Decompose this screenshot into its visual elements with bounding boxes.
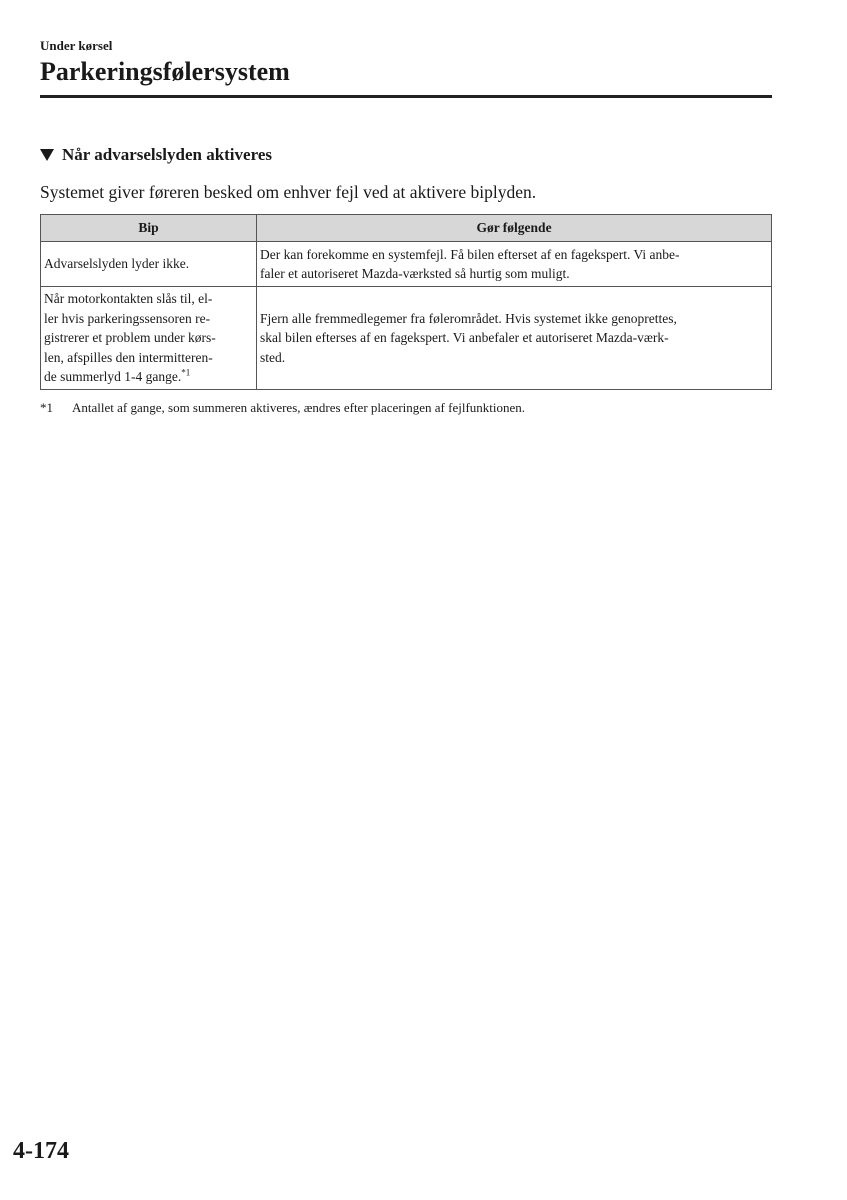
footnote-text: Antallet af gange, som summeren aktiveres, ændres efter placeringen af fejlfunktionen. — [72, 400, 526, 415]
bip-text: Når motorkontakten slås til, el- ler hvis parkeringssensoren re- gistrerer et problem under kørs- len, afspilles den intermitteren- de summerlyd 1-4 gange. — [44, 291, 216, 385]
footnote-marker: *1 — [40, 400, 53, 415]
bip-text: Advarselslyden lyder ikke. — [44, 256, 190, 272]
action-cell: Der kan forekomme en systemfejl. Få bilen efterset af en fagekspert. Vi anbe- faler et autoriseret Mazda-værksted så hurtig som muligt. — [257, 242, 772, 287]
column-header-bip: Bip — [41, 215, 257, 242]
subsection-heading — [40, 145, 272, 165]
column-header-action: Gør følgende — [257, 215, 772, 242]
bip-cell — [41, 287, 257, 390]
subsection-title: Når advarselslyden aktiveres — [62, 145, 272, 164]
intro-paragraph: Systemet giver føreren besked om enhver fejl ved at aktivere biplyden. — [40, 182, 537, 202]
table-row — [41, 242, 772, 287]
title-rule — [40, 95, 772, 98]
triangle-down-icon — [40, 149, 54, 161]
table-header-row — [41, 215, 772, 242]
table-row — [41, 287, 772, 390]
action-cell: Fjern alle fremmedlegemer fra følerområdet. Hvis systemet ikke genoprettes, skal bilen efterses af en fagekspert. Vi anbefaler et autoriseret Mazda-værk- sted. — [257, 287, 772, 390]
page-number: 4-174 — [13, 1138, 69, 1164]
footnote-ref: *1 — [181, 367, 191, 378]
page-title: Parkeringsfølersystem — [40, 57, 290, 86]
section-label: Under kørsel — [40, 38, 113, 53]
bip-cell — [41, 242, 257, 287]
warning-table — [40, 214, 772, 390]
footnote — [40, 400, 525, 416]
